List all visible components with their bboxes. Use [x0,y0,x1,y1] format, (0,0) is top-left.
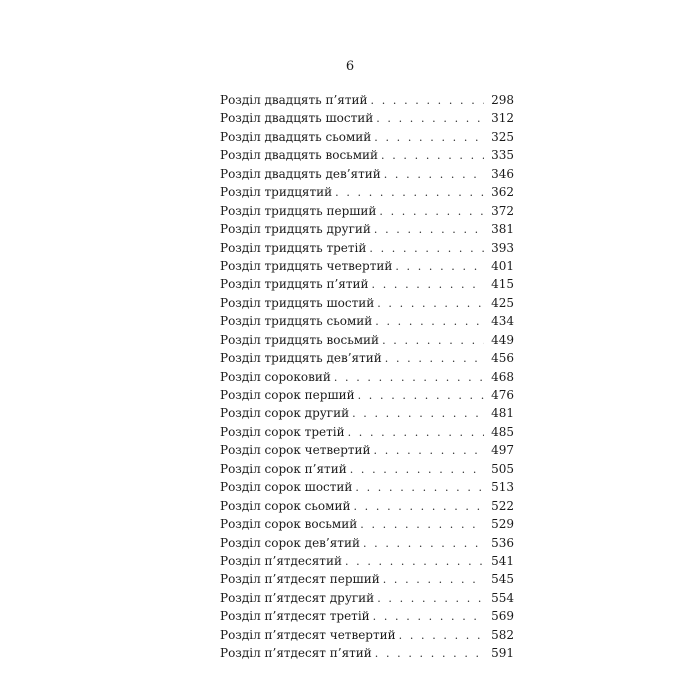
toc-entry [220,570,514,588]
toc-entry [220,331,514,349]
dot-leader [369,240,484,258]
dot-leader [383,571,484,589]
toc-entry-title: Розділ тридцять четвертий [220,258,393,273]
toc-entry-title: Розділ двадцять дев’ятий [220,166,381,181]
toc-entry [220,239,514,257]
dot-leader [352,405,484,423]
toc-entry [220,386,514,404]
toc-entry [220,460,514,478]
toc-entry-title: Розділ сорок четвертий [220,443,371,458]
toc-entry-page: 449 [491,332,514,347]
toc-entry-page: 415 [491,277,514,292]
toc-entry [220,294,514,312]
toc-entry-page: 456 [491,351,514,366]
toc-entry-page: 393 [491,240,514,255]
toc-entry [220,183,514,201]
dot-leader [360,516,484,534]
dot-leader [373,608,484,626]
toc-entry-page: 485 [491,424,514,439]
toc-entry-title: Розділ п’ятдесят третій [220,609,370,624]
toc-entry-title: Розділ двадцять восьмий [220,148,379,163]
toc-entry-page: 529 [491,517,514,532]
toc-entry [220,312,514,330]
toc-entry-title: Розділ сорок сьомий [220,498,351,513]
dot-leader [358,387,484,405]
toc-entry-title: Розділ тридцять дев’ятий [220,351,382,366]
toc-entry [220,165,514,183]
toc-entry-page: 312 [491,111,514,126]
toc-entry-page: 497 [491,443,514,458]
toc-entry [220,109,514,127]
toc-entry-title: Розділ двадцять сьомий [220,129,372,144]
dot-leader [376,110,484,128]
toc-entry-title: Розділ тридцять п’ятий [220,277,369,292]
toc-entry [220,368,514,386]
dot-leader [382,332,484,350]
toc-entry-page: 401 [491,258,514,273]
toc-entry [220,441,514,459]
dot-leader [384,166,484,184]
toc-entry [220,423,514,441]
toc-entry-page: 298 [491,93,514,107]
toc-entry [220,626,514,644]
toc-entry-page: 481 [491,406,514,421]
toc-entry-title: Розділ сороковий [220,369,331,384]
toc-entry-title: Розділ п’ятдесят перший [220,572,380,587]
page-number: 6 [345,59,355,74]
toc-entry-title: Розділ тридцять другий [220,222,371,237]
dot-leader [363,535,484,553]
dot-leader [399,627,484,645]
toc-entry-page: 362 [491,185,514,200]
toc-entry-title: Розділ п’ятдесят п’ятий [220,646,372,661]
dot-leader [374,442,484,460]
dot-leader [348,424,484,442]
toc-entry-page: 582 [491,627,514,642]
dot-leader [335,184,484,202]
toc-entry-title: Розділ сорок перший [220,388,355,402]
dot-leader [375,313,484,331]
toc-entry [220,220,514,238]
dot-leader [334,369,484,387]
toc-entry-page: 541 [491,553,514,568]
toc-entry-title: Розділ п’ятдесят четвертий [220,627,396,642]
toc-entry [220,607,514,625]
toc-entry [220,257,514,275]
toc-entry-title: Розділ сорок дев’ятий [220,535,360,550]
toc-entry-title: Розділ двадцять шостий [220,111,374,126]
toc-entry [220,534,514,552]
toc-entry-page: 545 [491,572,514,587]
toc-entry-page: 381 [491,222,514,237]
toc-entry-title: Розділ тридцять третій [220,240,367,255]
toc-entry-page: 434 [491,314,514,329]
toc-entry [220,275,514,293]
dot-leader [395,258,484,276]
toc-entry-page: 425 [491,295,514,310]
toc-entry-page: 468 [491,369,514,384]
toc-entry-page: 325 [491,129,514,144]
dot-leader [345,553,484,571]
toc-entry-page: 346 [491,166,514,181]
toc-entry-title: Розділ тридцятий [220,185,333,200]
toc-entry [220,91,514,109]
toc-entry [220,644,514,662]
toc-entry-page: 335 [491,148,514,163]
dot-leader [379,203,484,221]
dot-leader [372,276,484,294]
toc-entry-page: 569 [491,609,514,624]
dot-leader [377,590,484,608]
dot-leader [371,92,485,110]
toc-entry-page: 591 [491,646,514,661]
toc-entry [220,349,514,367]
dot-leader [381,147,484,165]
toc-entry [220,202,514,220]
toc-entry-page: 505 [491,461,514,476]
toc-entry [220,552,514,570]
toc-entry-page: 522 [491,498,514,513]
toc-entry-title: Розділ сорок шостий [220,480,353,495]
toc-entry-title: Розділ п’ятдесятий [220,553,342,568]
toc-entry [220,515,514,533]
dot-leader [374,221,484,239]
toc-entry-page: 513 [491,480,514,495]
toc-entry-title: Розділ сорок третій [220,424,345,439]
toc-entry-title: Розділ сорок п’ятий [220,461,347,476]
toc-entry [220,589,514,607]
toc-entry-title: Розділ сорок восьмий [220,517,358,532]
toc-entry-title: Розділ тридцять восьмий [220,332,380,347]
toc-entry-page: 476 [491,388,514,402]
table-of-contents [220,91,514,663]
dot-leader [374,129,484,147]
toc-entry [220,146,514,164]
toc-entry-title: Розділ двадцять п’ятий [220,93,368,107]
toc-entry-title: Розділ тридцять шостий [220,295,375,310]
dot-leader [355,479,484,497]
toc-entry [220,497,514,515]
toc-entry-page: 536 [491,535,514,550]
toc-entry-title: Розділ тридцять сьомий [220,314,373,329]
dot-leader [350,461,484,479]
toc-entry [220,404,514,422]
toc-entry [220,128,514,146]
toc-entry-page: 554 [491,590,514,605]
dot-leader [375,645,484,663]
toc-entry-title: Розділ п’ятдесят другий [220,590,375,605]
toc-entry [220,478,514,496]
dot-leader [377,295,484,313]
dot-leader [385,350,484,368]
toc-entry-title: Розділ тридцять перший [220,203,377,218]
toc-entry-title: Розділ сорок другий [220,406,350,421]
dot-leader [353,498,484,516]
toc-entry-page: 372 [491,203,514,218]
